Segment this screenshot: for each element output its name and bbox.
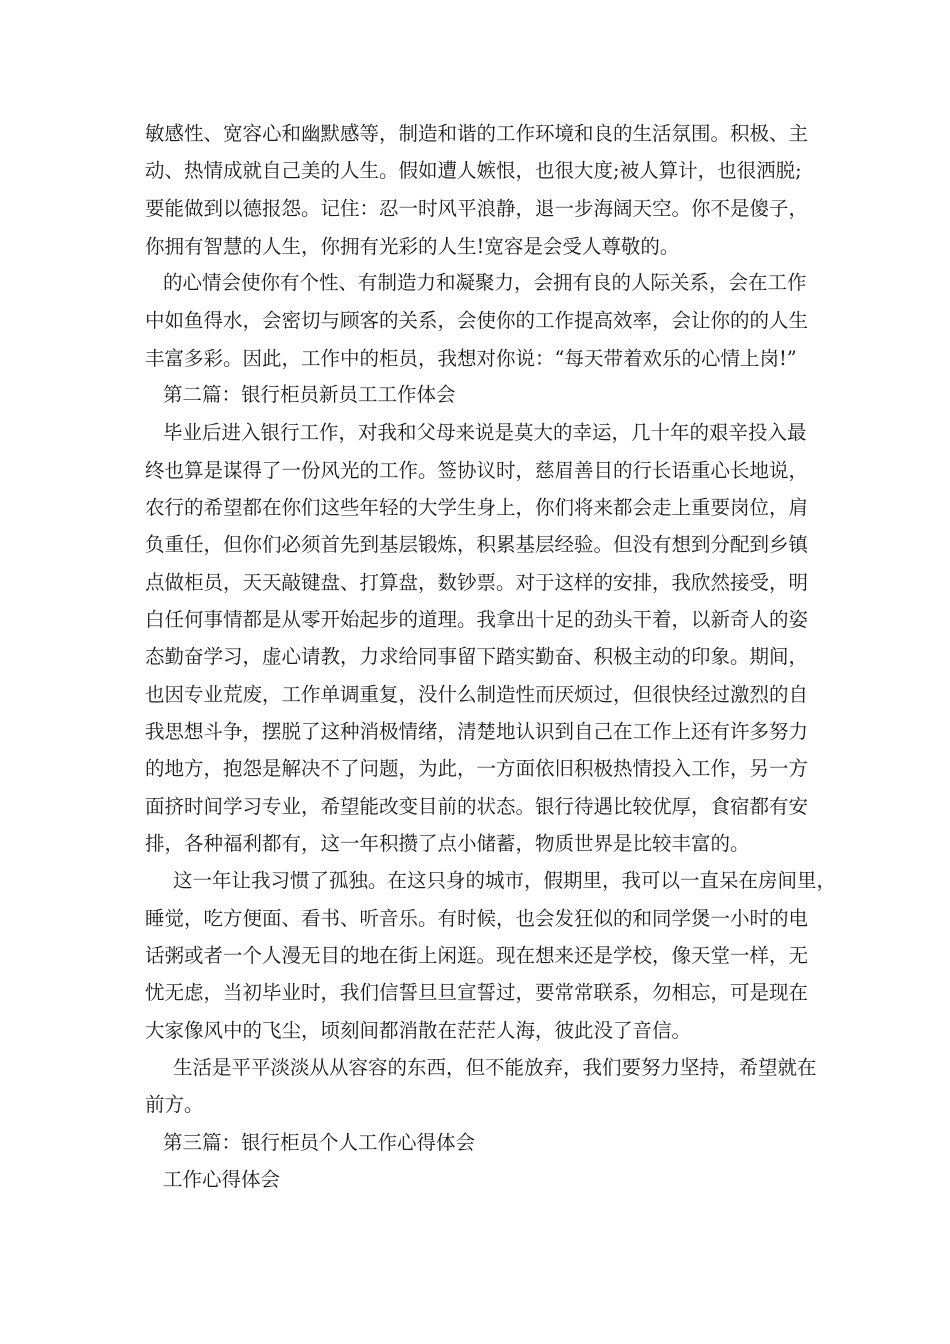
text-line: 要能做到以德报怨。记住：忍一时风平浪静，退一步海阔天空。你不是傻子， xyxy=(145,197,809,220)
text-line: 终也算是谋得了一份风光的工作。签协议时，慈眉善目的行长语重心长地说， xyxy=(145,459,809,482)
text-line: 态勤奋学习，虚心请教，力求给同事留下踏实勤奋、积极主动的印象。期间， xyxy=(145,645,809,668)
text-line: 动、热情成就自己美的人生。假如遭人嫉恨，也很大度;被人算计，也很洒脱; xyxy=(145,159,802,182)
text-line: 排，各种福利都有，这一年积攒了点小储蓄，物质世界是比较丰富的。 xyxy=(145,832,750,855)
text-line: 农行的希望都在你们这些年轻的大学生身上，你们将来都会走上重要岗位，肩 xyxy=(145,496,809,519)
text-line: 面挤时间学习专业，希望能改变目前的状态。银行待遇比较优厚，食宿都有安 xyxy=(145,795,809,818)
text-line: 敏感性、宽容心和幽默感等，制造和谐的工作环境和良的生活氛围。积极、主 xyxy=(145,122,809,145)
text-line: 的心情会使你有个性、有制造力和凝聚力，会拥有良的人际关系，会在工作 xyxy=(163,271,807,294)
text-line: 睡觉，吃方便面、看书、听音乐。有时候，也会发狂似的和同学煲一小时的电 xyxy=(145,907,809,930)
text-line: 这一年让我习惯了孤独。在这只身的城市，假期里，我可以一直呆在房间里， xyxy=(173,869,837,892)
text-line: 白任何事情都是从零开始起步的道理。我拿出十足的劲头干着，以新奇人的姿 xyxy=(145,608,809,631)
text-line: 你拥有智慧的人生，你拥有光彩的人生!宽容是会受人尊敬的。 xyxy=(145,235,680,258)
text-line: 大家像风中的飞尘，顷刻间都消散在茫茫人海，彼此没了音信。 xyxy=(145,1019,692,1042)
section-heading: 第三篇：银行柜员个人工作心得体会 xyxy=(163,1131,476,1154)
section-heading: 第二篇：银行柜员新员工工作体会 xyxy=(163,383,456,406)
text-line: 我思想斗争，摆脱了这种消极情绪，清楚地认识到自己在工作上还有许多努力 xyxy=(145,720,809,743)
text-line: 生活是平平淡淡从从容容的东西，但不能放弃，我们要努力坚持，希望就在 xyxy=(173,1056,817,1079)
text-line: 中如鱼得水，会密切与顾客的关系，会使你的工作提高效率，会让你的的人生 xyxy=(145,309,809,332)
text-line: 丰富多彩。因此，工作中的柜员，我想对你说：“每天带着欢乐的心情上岗!” xyxy=(145,347,797,370)
text-line: 也因专业荒废，工作单调重复，没什么制造性而厌烦过，但很快经过激烈的自 xyxy=(145,683,809,706)
text-line: 负重任，但你们必须首先到基层锻炼，积累基层经验。但没有想到分配到乡镇 xyxy=(145,533,809,556)
text-line: 话粥或者一个人漫无目的地在街上闲逛。现在想来还是学校，像天堂一样，无 xyxy=(145,944,809,967)
text-line: 前方。 xyxy=(145,1093,204,1116)
text-line: 毕业后进入银行工作，对我和父母来说是莫大的幸运，几十年的艰辛投入最 xyxy=(163,421,807,444)
text-line: 忧无虑，当初毕业时，我们信誓旦旦宣誓过，要常常联系，勿相忘，可是现在 xyxy=(145,981,809,1004)
text-line: 点做柜员，天天敲键盘、打算盘，数钞票。对于这样的安排，我欣然接受，明 xyxy=(145,571,809,594)
text-line: 的地方，抱怨是解决不了问题，为此，一方面依旧积极热情投入工作，另一方 xyxy=(145,757,809,780)
subheading: 工作心得体会 xyxy=(163,1168,281,1191)
